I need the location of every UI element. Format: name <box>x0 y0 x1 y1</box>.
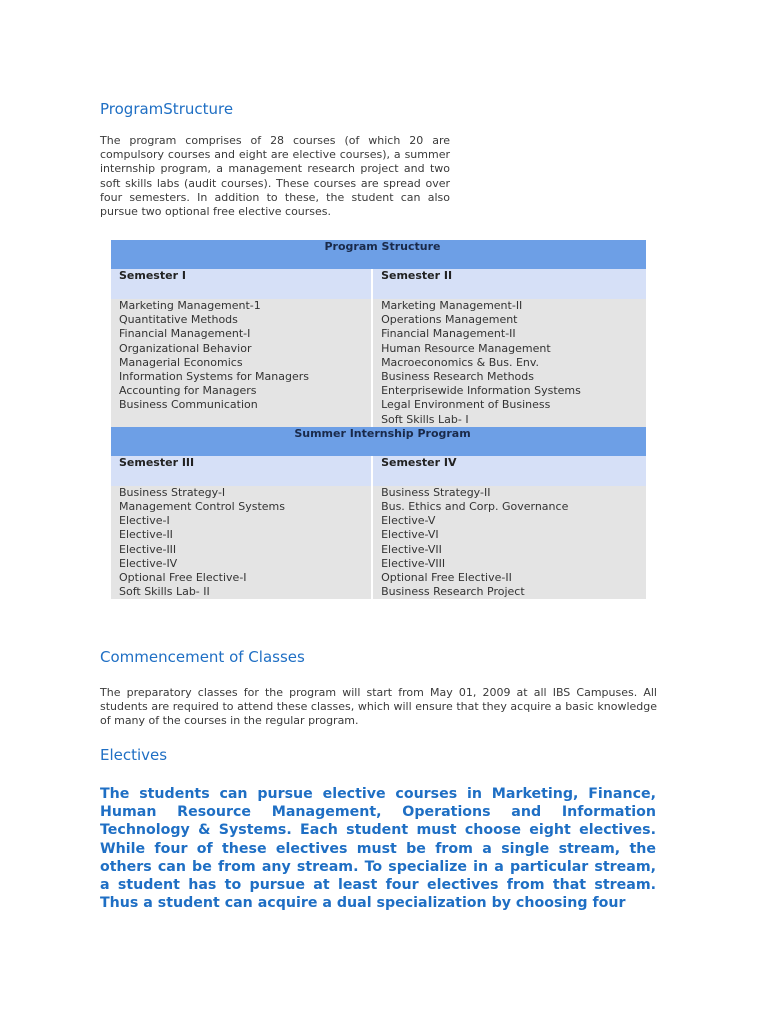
course-item: Elective-VIII <box>381 556 446 570</box>
course-item: Legal Environment of Business <box>381 398 551 412</box>
course-item: Business Communication <box>119 398 258 412</box>
course-item: Organizational Behavior <box>119 341 252 355</box>
course-item: Elective-II <box>119 528 173 542</box>
electives-heading: Electives <box>100 746 168 764</box>
table-title-row <box>111 240 646 269</box>
course-item: Marketing Management-II <box>381 299 523 312</box>
program-structure-table <box>111 240 646 599</box>
course-item: Financial Management-II <box>381 327 516 341</box>
internship-row <box>111 427 646 456</box>
electives-paragraph: The students can pursue elective courses in Marketing, Finance, Human Resource Management, Operations and Information Technology & Systems. Each student must choose eight electives. While four of these electives must be from a single stream, the others can be from any stream. To specialize in a particular stream, a student has to pursue at least four electives from that stream. Thus a student can acquire a dual specialization by choosing four <box>100 786 656 912</box>
course-item: Soft Skills Lab- II <box>119 585 210 599</box>
course-item: Marketing Management-1 <box>119 299 261 312</box>
semester-3-courses <box>111 486 372 600</box>
course-item: Elective-V <box>381 514 436 528</box>
course-item: Optional Free Elective-II <box>381 571 512 585</box>
courses-row-1 <box>111 299 646 427</box>
course-item: Enterprisewide Information Systems <box>381 384 581 398</box>
semester-4-label: Semester IV <box>372 456 646 486</box>
course-item: Macroeconomics & Bus. Env. <box>381 355 540 369</box>
table-title: Program Structure <box>111 240 646 269</box>
course-item: Elective-VI <box>381 528 439 542</box>
course-item: Business Research Methods <box>381 370 535 384</box>
semester-1-courses <box>111 299 372 427</box>
course-item: Elective-I <box>119 514 170 528</box>
course-item: Optional Free Elective-I <box>119 571 247 585</box>
course-item: Elective-VII <box>381 542 442 556</box>
course-item: Quantitative Methods <box>119 313 238 327</box>
program-intro-paragraph: The program comprises of 28 courses (of which 20 are compulsory courses and eight are elective courses), a summer internship program, a management research project and two soft skills labs (audit courses). These courses are spread over four semesters. In addition to these, the student can also pursue two optional free elective courses. <box>100 134 450 219</box>
semester-4-courses <box>372 486 646 600</box>
program-structure-heading: ProgramStructure <box>100 100 234 118</box>
course-item: Bus. Ethics and Corp. Governance <box>381 500 569 514</box>
semester-2-courses <box>372 299 646 427</box>
semester-row-2 <box>111 456 646 486</box>
semester-row-1 <box>111 269 646 299</box>
courses-row-2 <box>111 486 646 600</box>
course-item: Financial Management-I <box>119 327 251 341</box>
course-item: Accounting for Managers <box>119 384 257 398</box>
course-item: Business Strategy-II <box>381 485 491 499</box>
course-item: Operations Management <box>381 313 518 327</box>
internship-title: Summer Internship Program <box>111 427 646 456</box>
course-item: Human Resource Management <box>381 341 551 355</box>
course-item: Management Control Systems <box>119 500 285 514</box>
course-item: Business Strategy-I <box>119 485 226 499</box>
semester-2-label: Semester II <box>372 269 646 299</box>
semester-3-label: Semester III <box>111 456 372 486</box>
course-item: Managerial Economics <box>119 355 243 369</box>
commencement-paragraph: The preparatory classes for the program will start from May 01, 2009 at all IBS Campuses. All students are required to attend these classes, which will ensure that they acquire a basic knowledge of many of the courses in the regular program. <box>100 686 657 728</box>
course-item: Soft Skills Lab- I <box>381 412 469 426</box>
course-item: Elective-IV <box>119 556 178 570</box>
commencement-heading: Commencement of Classes <box>100 648 305 666</box>
course-item: Business Research Project <box>381 585 525 599</box>
course-item: Information Systems for Managers <box>119 370 309 384</box>
semester-1-label: Semester I <box>111 269 372 299</box>
course-item: Elective-III <box>119 542 177 556</box>
